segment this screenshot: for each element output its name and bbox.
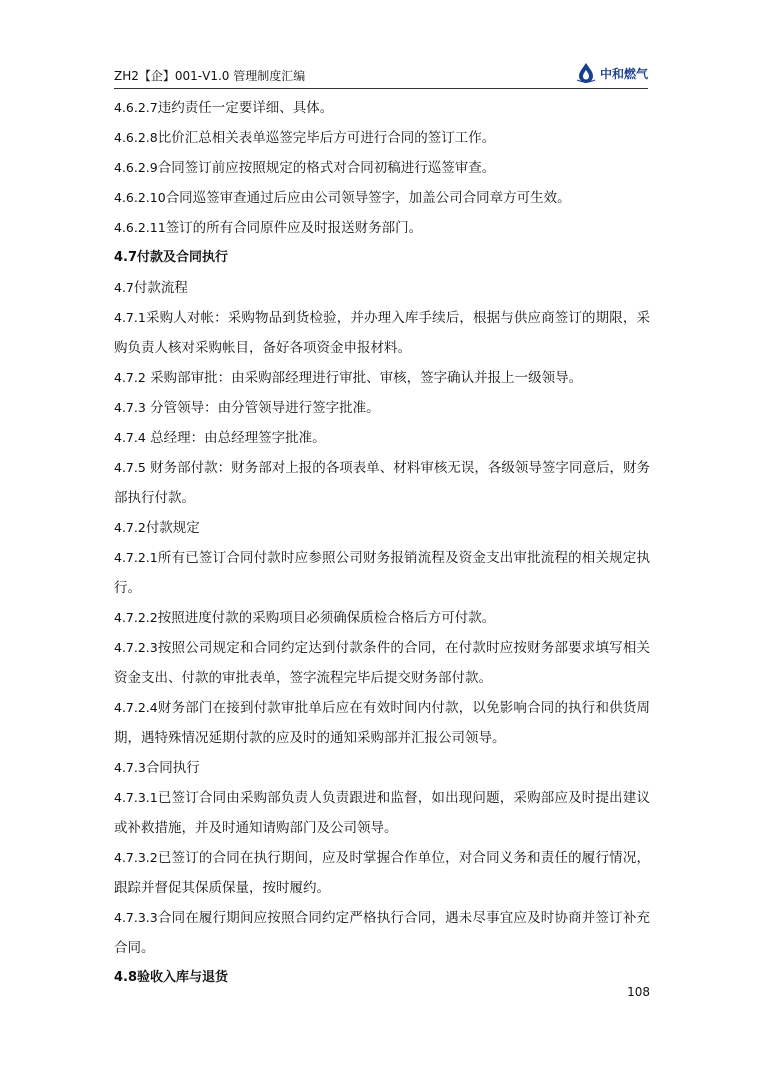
subsection-4-7-3-contract-execution: 4.7.3合同执行 (114, 760, 200, 776)
document-code: ZH2【企】001-V1.0 管理制度汇编 (114, 69, 306, 83)
page-number: 108 (627, 985, 650, 999)
subsection-4-7-payment-process: 4.7付款流程 (114, 280, 188, 296)
clause-4-7-3-supervisor: 4.7.3 分管领导：由分管领导进行签字批准。 (114, 400, 380, 416)
clause-4-6-2-8: 4.6.2.8比价汇总相关表单巡签完毕后方可进行合同的签订工作。 (114, 130, 496, 146)
company-logo (574, 61, 648, 85)
clause-4-6-2-10: 4.6.2.10合同巡签审查通过后应由公司领导签字，加盖公司合同章方可生效。 (114, 190, 571, 206)
clause-4-7-4: 4.7.4 总经理：由总经理签字批准。 (114, 430, 326, 446)
clause-4-6-2-11: 4.6.2.11签订的所有合同原件应及时报送财务部门。 (114, 220, 423, 236)
flame-drop-logo-icon (574, 61, 598, 85)
company-name: 中和燃气 (599, 66, 648, 81)
clause-4-7-3-2: 4.7.3.2已签订的合同在执行期间，应及时掌握合作单位，对合同义务和责任的履行情况，跟踪并督促其保质保量，按时履约。 (114, 850, 650, 896)
clause-4-7-2-1: 4.7.2.1所有已签订合同付款时应参照公司财务报销流程及资金支出审批流程的相关规定执行。 (114, 550, 650, 596)
clause-4-7-2-approval: 4.7.2 采购部审批：由采购部经理进行审批、审核，签字确认并报上一级领导。 (114, 370, 583, 386)
document-body (114, 93, 650, 993)
clause-4-7-1: 4.7.1采购人对帐：采购物品到货检验，并办理入库手续后，根据与供应商签订的期限，采购负责人核对采购帐目，备好各项资金申报材料。 (114, 310, 650, 356)
clause-4-7-2-3: 4.7.2.3按照公司规定和合同约定达到付款条件的合同，在付款时应按财务部要求填写相关资金支出、付款的审批表单，签字流程完毕后提交财务部付款。 (114, 640, 650, 686)
clause-4-7-2-4: 4.7.2.4财务部门在接到付款审批单后应在有效时间内付款，以免影响合同的执行和供货周期，遇特殊情况延期付款的应及时的通知采购部并汇报公司领导。 (114, 700, 650, 746)
clause-4-6-2-7: 4.6.2.7违约责任一定要详细、具体。 (114, 100, 334, 116)
page-header (114, 58, 648, 89)
subsection-4-7-2-payment-rules: 4.7.2付款规定 (114, 520, 200, 536)
section-heading-4-8: 4.8验收入库与退货 (114, 970, 229, 985)
section-heading-4-7: 4.7付款及合同执行 (114, 250, 229, 265)
clause-4-7-2-2: 4.7.2.2按照进度付款的采购项目必须确保质检合格后方可付款。 (114, 610, 496, 626)
clause-4-7-5: 4.7.5 财务部付款：财务部对上报的各项表单、材料审核无误，各级领导签字同意后，财务部执行付款。 (114, 460, 650, 506)
clause-4-6-2-9: 4.6.2.9合同签订前应按照规定的格式对合同初稿进行巡签审查。 (114, 160, 496, 176)
clause-4-7-3-3: 4.7.3.3合同在履行期间应按照合同约定严格执行合同，遇未尽事宜应及时协商并签订补充合同。 (114, 910, 650, 956)
clause-4-7-3-1: 4.7.3.1已签订合同由采购部负责人负责跟进和监督，如出现问题，采购部应及时提出建议或补救措施，并及时通知请购部门及公司领导。 (114, 790, 650, 836)
